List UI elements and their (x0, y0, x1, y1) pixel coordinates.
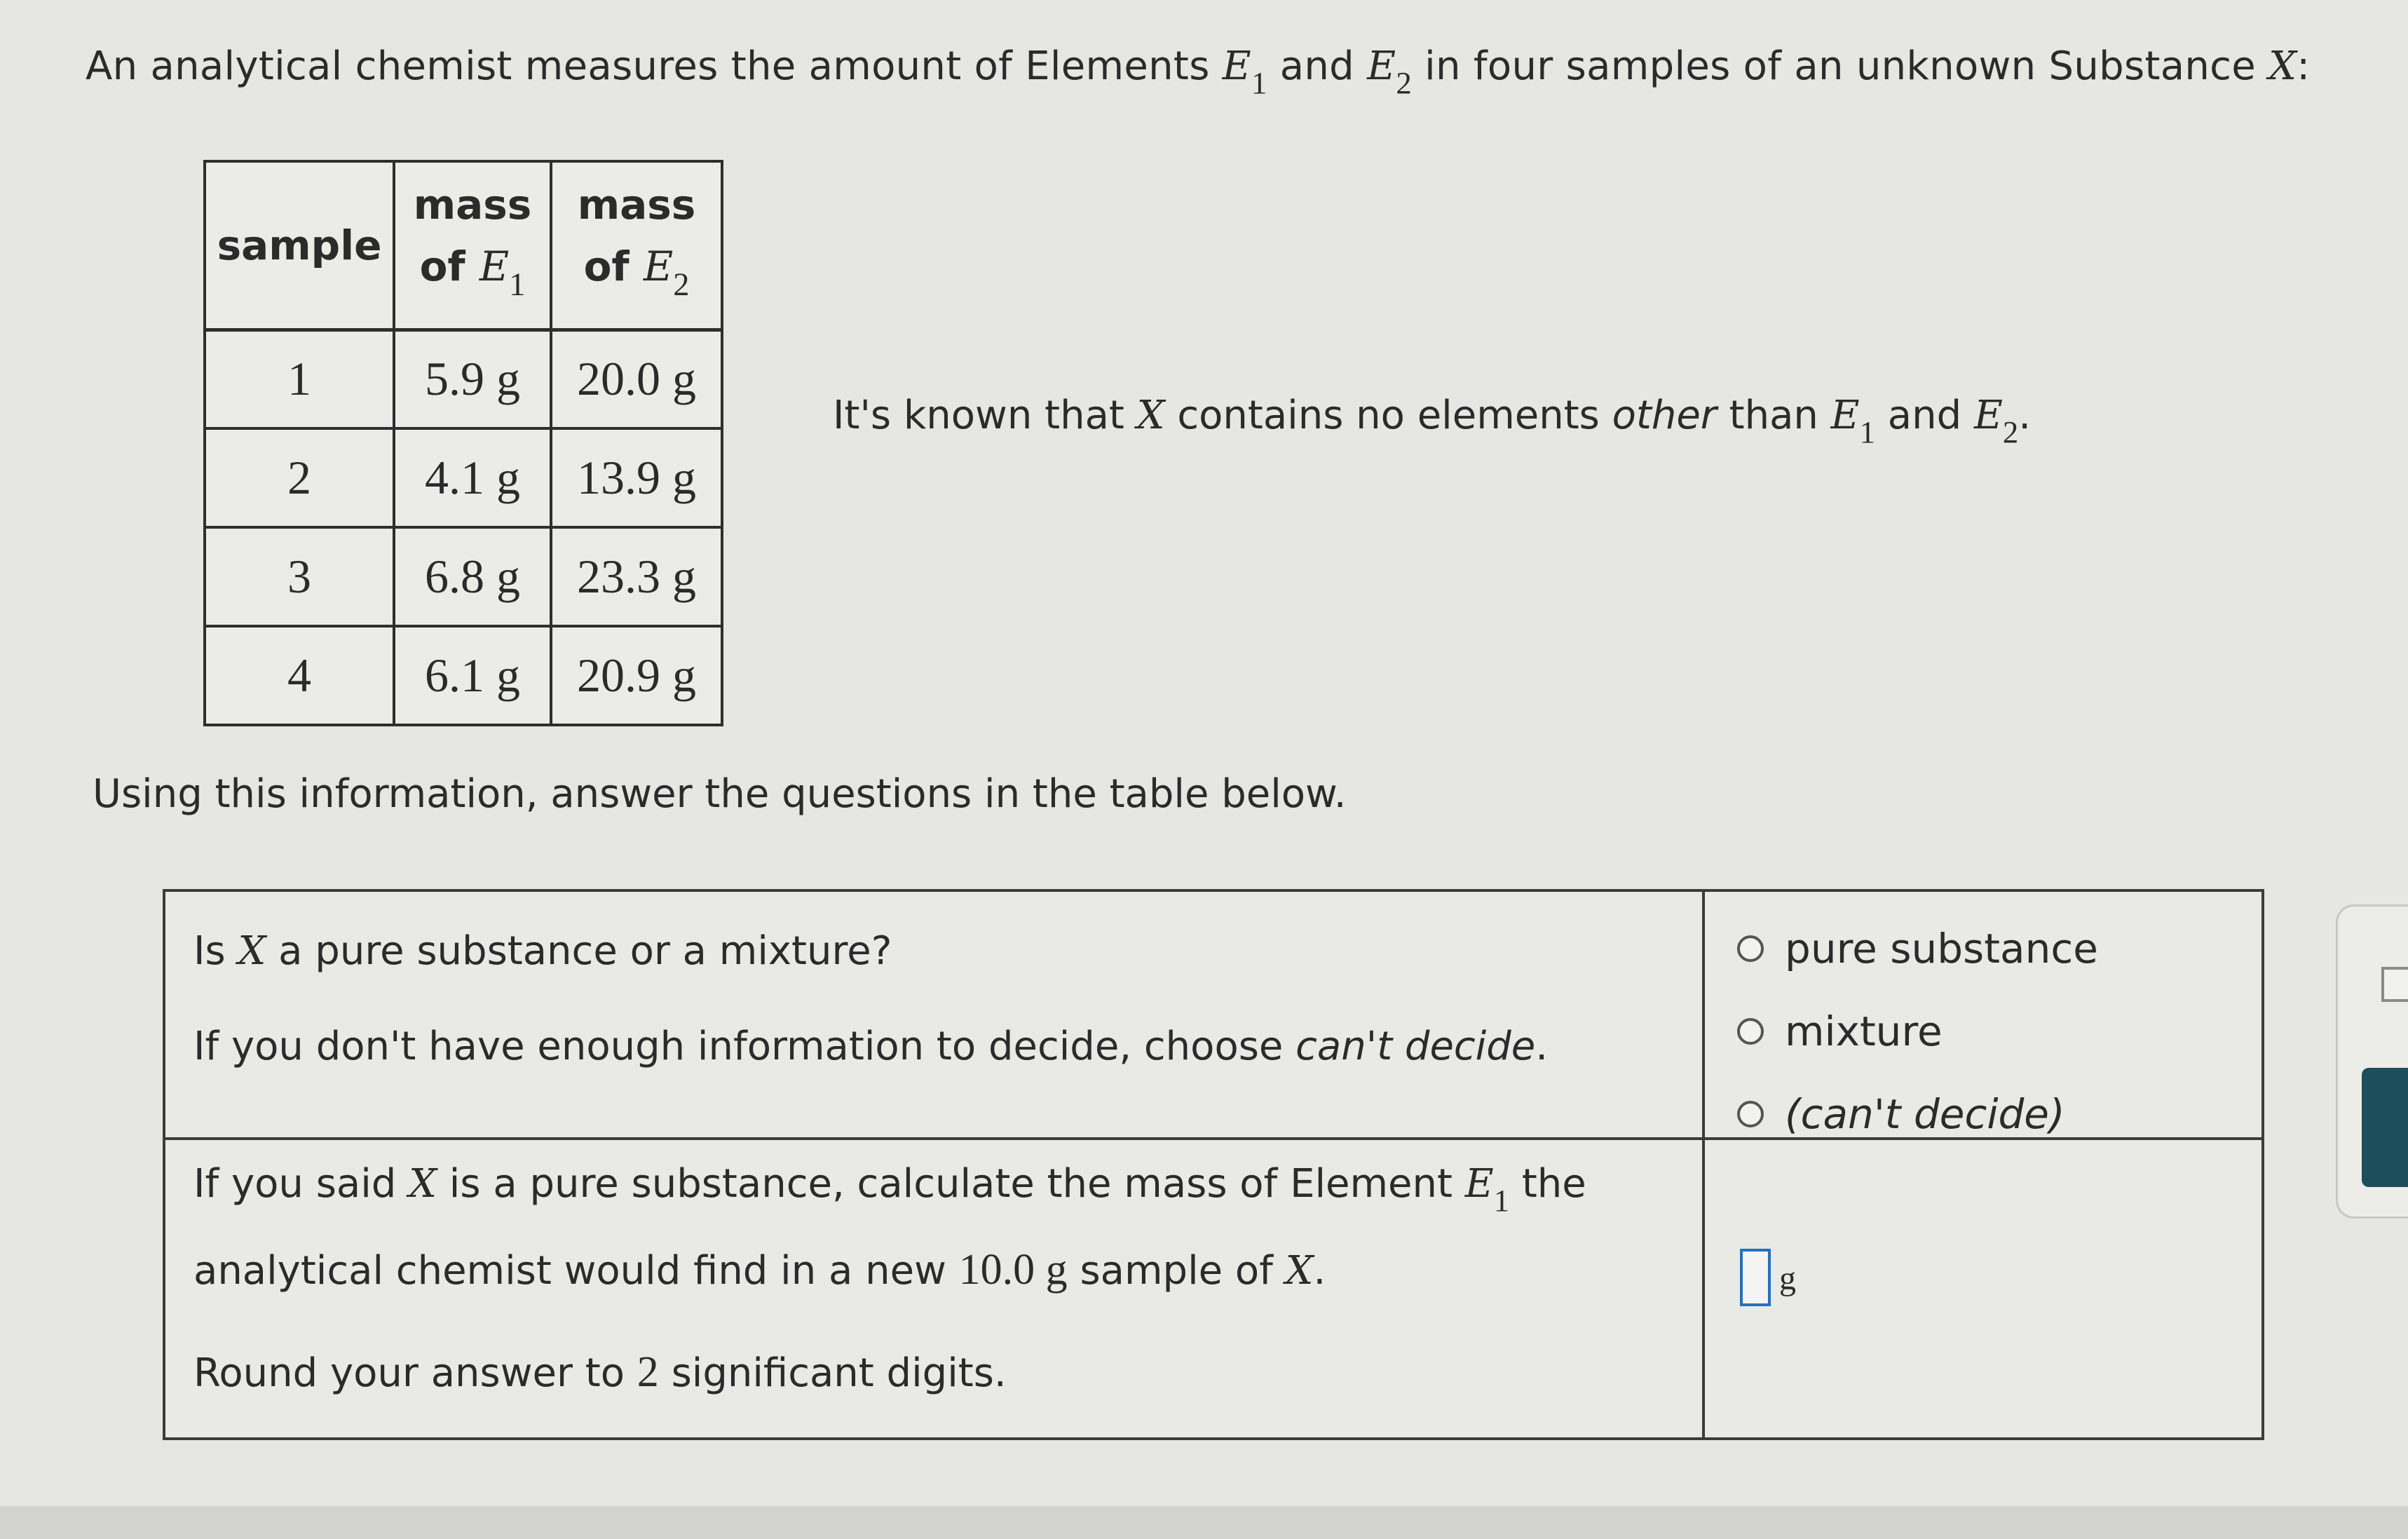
intro-text (86, 43, 2310, 101)
unit-label: g (1779, 1260, 1796, 1297)
header-e1-symbol: E (479, 243, 510, 291)
element-e2-subscript: 2 (2002, 414, 2019, 450)
known-end: . (2018, 393, 2032, 438)
question-table (163, 889, 2264, 1440)
header-of-label: of (419, 243, 479, 291)
known-other-emphasis: other (1612, 393, 1717, 438)
question1-line1 (193, 928, 892, 974)
question-row-mass-calculation (165, 1140, 2261, 1437)
q2-middle: is a pure substance, calculate the mass of Element (437, 1161, 1465, 1207)
question2-line1 (193, 1161, 1586, 1219)
known-middle: contains no elements (1164, 393, 1612, 438)
radio-cant-decide[interactable] (1737, 1090, 2065, 1139)
known-than: than (1716, 393, 1831, 438)
element-e1-symbol: E (1464, 1161, 1494, 1207)
header-e1-subscript: 1 (509, 267, 526, 304)
radio-circle-icon[interactable] (1737, 1101, 1764, 1127)
cell-mass-e2: 23.3 g (551, 527, 722, 626)
header-sample-label: sample (217, 221, 382, 269)
sample-mass-value: 10.0 g (958, 1246, 1068, 1294)
cell-sample: 4 (205, 626, 394, 725)
checkbox-icon[interactable] (2381, 967, 2408, 1002)
instructions-text: Using this information, answer the questions in the table below. (93, 771, 1347, 817)
q2-line3-suffix: significant digits. (658, 1350, 1007, 1396)
question2-line3 (193, 1348, 1007, 1397)
question-row-pure-or-mixture (165, 892, 2261, 1140)
header-of-label: of (583, 243, 644, 291)
side-tools-panel (2336, 904, 2408, 1219)
cell-sample: 2 (205, 428, 394, 527)
cell-sample: 3 (205, 527, 394, 626)
intro-end: : (2297, 43, 2311, 89)
substance-x-symbol: X (409, 1161, 437, 1207)
substance-x-symbol: X (1285, 1248, 1314, 1294)
cell-mass-e2: 20.0 g (551, 330, 722, 428)
table-row (205, 527, 722, 626)
q2-suffix: the (1509, 1161, 1586, 1207)
substance-x-symbol: X (238, 928, 266, 974)
table-header-row (205, 161, 722, 330)
known-prefix: It's known that (833, 393, 1137, 438)
answer-input-cell (1705, 1140, 2261, 1437)
q2-line2-end: . (1313, 1248, 1326, 1294)
answer-radio-group (1705, 892, 2261, 1137)
radio-circle-icon[interactable] (1737, 935, 1764, 962)
mass-answer-input[interactable] (1740, 1249, 1771, 1306)
known-statement (833, 393, 2031, 450)
intro-suffix: in four samples of an unknown Substance (1412, 43, 2269, 89)
cell-mass-e1: 6.1 g (394, 626, 551, 725)
q2-prefix: If you said (193, 1161, 409, 1207)
table-row (205, 428, 722, 527)
cell-mass-e1: 4.1 g (394, 428, 551, 527)
radio-label: pure substance (1785, 925, 2098, 972)
cell-mass-e1: 5.9 g (394, 330, 551, 428)
element-e1-symbol: E (1222, 43, 1251, 89)
header-e2-symbol: E (643, 243, 674, 291)
substance-x-symbol: X (1136, 393, 1165, 438)
sample-data-table (203, 160, 723, 726)
check-answer-button[interactable] (2362, 1068, 2408, 1187)
element-e2-symbol: E (1973, 393, 2003, 438)
cell-mass-e2: 13.9 g (551, 428, 722, 527)
element-e1-subscript: 1 (1859, 414, 1875, 450)
cell-mass-e1: 6.8 g (394, 527, 551, 626)
sig-digits-value: 2 (637, 1348, 659, 1396)
table-row (205, 330, 722, 428)
element-e1-subscript: 1 (1251, 65, 1267, 101)
table-row (205, 626, 722, 725)
cell-mass-e2: 20.9 g (551, 626, 722, 725)
element-e1-symbol: E (1830, 393, 1860, 438)
q2-line3-prefix: Round your answer to (193, 1350, 637, 1396)
bottom-bar (0, 1506, 2408, 1539)
element-e2-symbol: E (1367, 43, 1396, 89)
header-mass-e2-top: mass (577, 181, 696, 229)
substance-x-symbol: X (2268, 43, 2297, 89)
question-prompt (165, 892, 1705, 1137)
header-mass-e2-bottom (552, 236, 721, 316)
cell-sample: 1 (205, 330, 394, 428)
q1-prefix: Is (193, 928, 238, 974)
header-mass-e2 (551, 161, 722, 330)
q1-suffix: a pure substance or a mixture? (266, 928, 892, 974)
radio-mixture[interactable] (1737, 1007, 1943, 1056)
radio-pure-substance[interactable] (1737, 924, 2098, 973)
question-prompt (165, 1140, 1705, 1437)
q2-line2-prefix: analytical chemist would find in a new (193, 1248, 959, 1294)
q1-line2-prefix: If you don't have enough information to decide, choose (193, 1024, 1296, 1069)
radio-label: mixture (1785, 1008, 1943, 1055)
q1-line2-end: . (1535, 1024, 1549, 1069)
header-sample (205, 161, 394, 330)
header-mass-e1 (394, 161, 551, 330)
answer-field-group (1740, 1249, 1796, 1306)
element-e2-subscript: 2 (1396, 65, 1413, 101)
element-e1-subscript: 1 (1493, 1183, 1510, 1219)
question1-line2 (193, 1024, 1548, 1069)
q1-cant-decide-emphasis: can't decide (1295, 1024, 1536, 1069)
question2-line2 (193, 1245, 1326, 1295)
radio-circle-icon[interactable] (1737, 1018, 1764, 1045)
intro-prefix: An analytical chemist measures the amount of Elements (86, 43, 1223, 89)
q2-line2-middle: sample of (1067, 1248, 1286, 1294)
radio-label: (can't decide) (1785, 1090, 2065, 1138)
header-mass-e1-bottom (395, 236, 550, 316)
header-mass-e1-top: mass (413, 181, 532, 229)
known-and: and (1875, 393, 1974, 438)
intro-and: and (1267, 43, 1368, 89)
header-e2-subscript: 2 (673, 267, 690, 304)
